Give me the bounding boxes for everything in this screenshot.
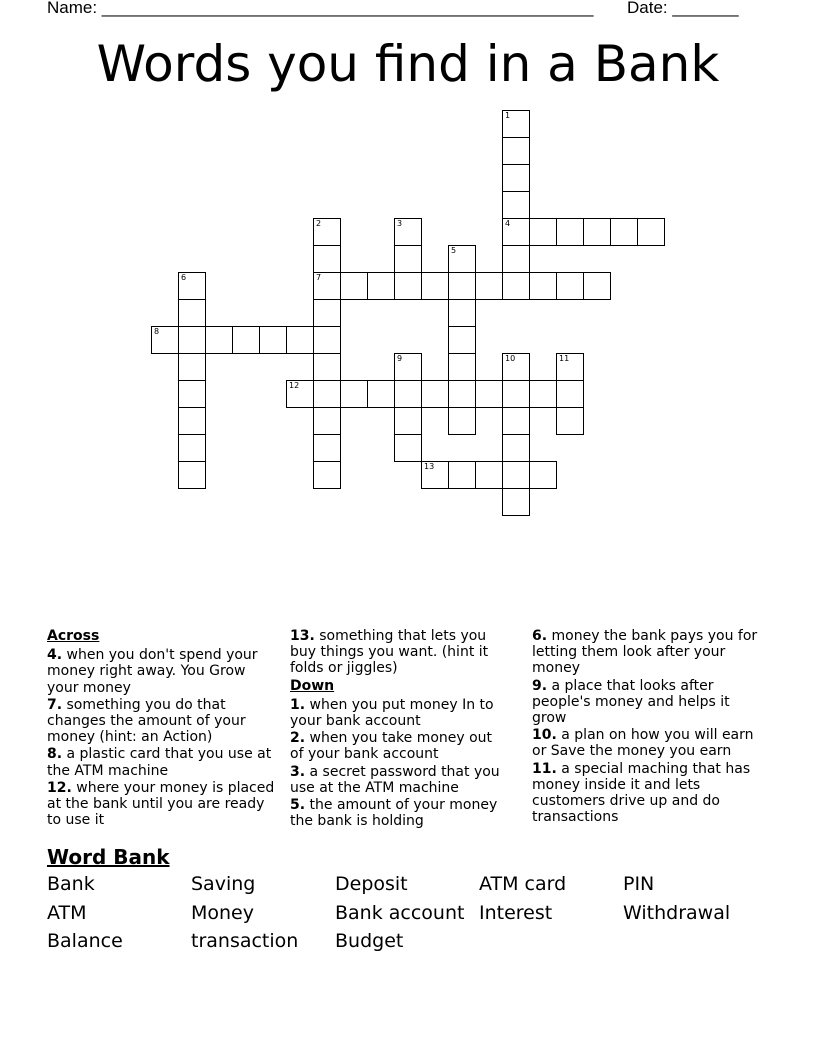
clue-text: a secret password that you use at the ATM machine [290,763,500,796]
crossword-cell[interactable] [421,461,449,489]
crossword-cell[interactable] [502,380,530,408]
clue-text: money the bank pays you for letting them look after your money [532,628,758,677]
word-bank-item: ATM card [479,873,567,895]
crossword-cell[interactable] [448,353,476,381]
cell-number: 2 [316,219,322,228]
cell-number: 5 [451,246,457,255]
clue-number: 5. [290,797,306,814]
cell-number: 1 [505,111,511,120]
crossword-cell[interactable] [421,272,449,300]
crossword-cell[interactable] [178,407,206,435]
cell-number: 6 [181,273,187,282]
word-bank-title: Word Bank [47,845,170,869]
clue-column-1 [47,628,279,829]
crossword-cell[interactable] [556,353,584,381]
crossword-cell[interactable] [178,434,206,462]
crossword-cell[interactable] [394,434,422,462]
crossword-cell[interactable] [178,380,206,408]
crossword-cell[interactable] [448,272,476,300]
crossword-cell[interactable] [529,461,557,489]
crossword-cell[interactable] [556,380,584,408]
crossword-cell[interactable] [502,191,530,219]
clue-number: 9. [532,677,548,694]
clue-text: when you take money out of your bank account [290,730,493,763]
crossword-cell[interactable] [178,272,206,300]
crossword-cell[interactable] [583,272,611,300]
crossword-cell[interactable] [205,326,233,354]
clue-across-13 [290,628,508,677]
cell-number: 12 [289,381,300,390]
crossword-cell[interactable] [475,272,503,300]
crossword-cell[interactable] [394,218,422,246]
page-title: Words you find in a Bank [96,35,720,93]
word-bank-item: Balance [47,930,123,952]
crossword-cell[interactable] [178,299,206,327]
clue-number: 6. [532,628,548,644]
clue-column-2 [290,628,508,830]
crossword-cell[interactable] [556,272,584,300]
crossword-cell[interactable] [313,434,341,462]
word-bank-item: Saving [191,873,256,895]
crossword-cell[interactable] [313,218,341,246]
crossword-cell[interactable] [502,218,530,246]
word-bank-item: Deposit [335,873,408,895]
crossword-cell[interactable] [637,218,665,246]
crossword-cell[interactable] [367,380,395,408]
clue-text: when you don't spend your money right away. You Grow your money [47,647,258,696]
word-bank-item: ATM [47,901,87,924]
word-bank-item: Withdrawal [623,901,731,924]
cell-number: 10 [505,354,516,363]
cell-number: 9 [397,354,403,363]
crossword-cell[interactable] [502,164,530,192]
clue-number: 11. [532,760,557,777]
crossword-cell[interactable] [394,407,422,435]
clue-number: 13. [290,628,315,644]
cell-number: 11 [559,354,570,363]
clue-text: where your money is placed at the bank until you are ready to use it [47,779,275,829]
crossword-cell[interactable] [394,245,422,273]
crossword-cell[interactable] [340,272,368,300]
crossword-cell[interactable] [313,380,341,408]
crossword-cell[interactable] [394,380,422,408]
clue-text: a place that looks after people's money and helps it grow [532,677,730,727]
cell-number: 4 [505,219,511,228]
crossword-cell[interactable] [448,299,476,327]
crossword-cell[interactable] [259,326,287,354]
clue-text: a special maching that has money inside it and lets customers drive up and do transactions [532,760,751,826]
clue-number: 2. [290,730,306,747]
crossword-cell[interactable] [313,353,341,381]
cell-number: 7 [316,273,322,282]
crossword-cell[interactable] [178,461,206,489]
clue-across-7 [47,697,279,746]
across-heading: Across [47,628,100,644]
word-bank-item: Interest [479,901,553,924]
clue-number: 10. [532,727,557,744]
crossword-cell[interactable] [502,461,530,489]
clue-column-3 [532,628,764,826]
clue-down-2 [290,730,508,762]
word-bank-item: Bank [47,873,95,895]
crossword-cell[interactable] [502,434,530,462]
crossword-cell[interactable] [448,380,476,408]
crossword-cell[interactable] [178,326,206,354]
down-heading: Down [290,677,335,694]
crossword-cell[interactable] [502,245,530,273]
cell-number: 13 [424,462,435,471]
word-bank-item: Money [191,901,254,924]
crossword-cell[interactable] [313,326,341,354]
name-field: Name: ____________________________________________________ [47,0,594,17]
crossword-cell[interactable] [286,326,314,354]
crossword-cell[interactable] [394,353,422,381]
clue-number: 8. [47,746,63,763]
cell-number: 8 [154,327,160,336]
crossword-cell[interactable] [232,326,260,354]
crossword-cell[interactable] [448,245,476,273]
crossword-cell[interactable] [178,353,206,381]
crossword-cell[interactable] [340,380,368,408]
crossword-cell[interactable] [313,245,341,273]
crossword-cell[interactable] [610,218,638,246]
crossword-cell[interactable] [529,218,557,246]
word-bank-item: Budget [335,930,404,952]
clue-down-6 [532,628,764,677]
clue-text: the amount of your money the bank is holding [290,797,498,830]
clue-number: 4. [47,647,63,664]
crossword-cell[interactable] [421,380,449,408]
clue-number: 3. [290,763,306,780]
crossword-cell[interactable] [394,272,422,300]
clue-across-12 [47,780,279,829]
crossword-cell[interactable] [583,218,611,246]
crossword-cell[interactable] [367,272,395,300]
crossword-cell[interactable] [475,461,503,489]
clue-down-10 [532,727,764,759]
cell-number: 3 [397,219,403,228]
crossword-cell[interactable] [448,326,476,354]
clue-text: something that lets you buy things you want. (hint it folds or jiggles) [290,628,489,677]
crossword-cell[interactable] [502,272,530,300]
crossword-cell[interactable] [556,407,584,435]
clue-down-9 [532,678,764,727]
clue-across-4 [47,647,279,696]
crossword-cell[interactable] [313,461,341,489]
word-bank-item: transaction [191,930,299,952]
date-field: Date: _______ [627,0,739,17]
clue-down-1 [290,697,508,729]
clue-number: 1. [290,696,306,713]
crossword-cell[interactable] [475,380,503,408]
clue-down-11 [532,761,764,826]
crossword-cell[interactable] [502,353,530,381]
clue-across-8 [47,746,279,778]
clue-text: when you put money In to your bank account [290,696,494,730]
crossword-cell[interactable] [448,407,476,435]
crossword-cell[interactable] [313,272,341,300]
crossword-cell[interactable] [502,407,530,435]
clue-text: something you do that changes the amount of your money (hint: an Action) [47,696,246,746]
clue-number: 7. [47,696,63,713]
word-bank-item: PIN [623,873,655,895]
crossword-cell[interactable] [529,380,557,408]
crossword-cell[interactable] [286,380,314,408]
clue-number: 12. [47,779,72,796]
clue-down-3 [290,764,508,796]
crossword-cell[interactable] [556,218,584,246]
crossword-cell[interactable] [502,110,530,138]
crossword-cell[interactable] [151,326,179,354]
crossword-cell[interactable] [529,272,557,300]
crossword-cell[interactable] [502,488,530,516]
crossword-cell[interactable] [502,137,530,165]
word-bank-item: Bank account [335,901,465,924]
crossword-cell[interactable] [448,461,476,489]
crossword-cell[interactable] [313,299,341,327]
word-bank [47,873,787,959]
clue-text: a plastic card that you use at the ATM machine [47,746,272,779]
crossword-cell[interactable] [313,407,341,435]
clue-down-5 [290,797,508,829]
clue-text: a plan on how you will earn or Save the money you earn [532,727,754,760]
